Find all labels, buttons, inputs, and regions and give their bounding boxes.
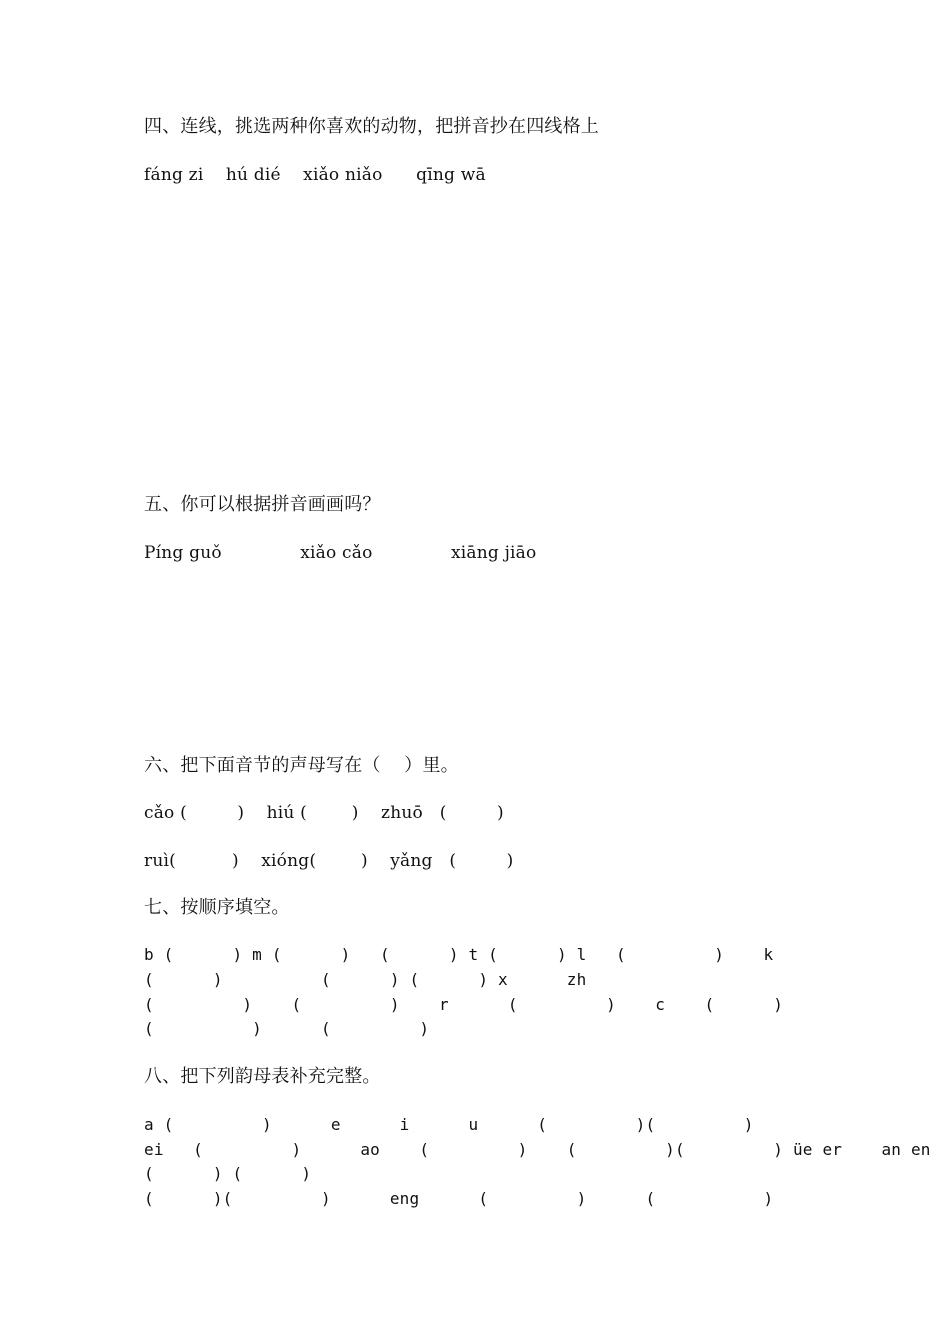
section5-heading: 五、你可以根据拼音画画吗？: [144, 494, 381, 515]
section7-line-3: ( ) ( ) r ( ) c ( ): [144, 995, 784, 1014]
section4-heading: 四、连线，挑选两种你喜欢的动物，把拼音抄在四线格上: [144, 116, 599, 137]
section7-line-2: ( ) ( ) ( ) x zh: [144, 970, 587, 989]
section7-heading: 七、按顺序填空。: [144, 897, 290, 918]
section7-line-4: ( ) ( ): [144, 1019, 430, 1038]
section6-line-1: cǎo ( ) hiú ( ) zhuō ( ): [144, 803, 504, 823]
section8-line-3: ( ) ( ): [144, 1164, 312, 1183]
section8-heading: 八、把下列韵母表补充完整。: [144, 1066, 381, 1087]
section6-heading: 六、把下面音节的声母写在（ ）里。: [144, 755, 459, 776]
section6-line-2: ruì( ) xióng( ) yǎng ( ): [144, 851, 514, 871]
section7-line-1: b ( ) m ( ) ( ) t ( ) l ( ) k: [144, 945, 774, 964]
section8-line-4: ( )( ) eng ( ) ( ): [144, 1189, 774, 1208]
section8-line-2: ei ( ) ao ( ) ( )( ) üe er an en: [144, 1140, 931, 1159]
section5-pinyin-line: Píng guǒ xiǎo cǎo xiāng jiāo: [144, 543, 537, 563]
section4-pinyin-line: fáng zi hú dié xiǎo niǎo qīng wā: [144, 165, 486, 185]
section8-line-1: a ( ) e i u ( )( ): [144, 1115, 754, 1134]
